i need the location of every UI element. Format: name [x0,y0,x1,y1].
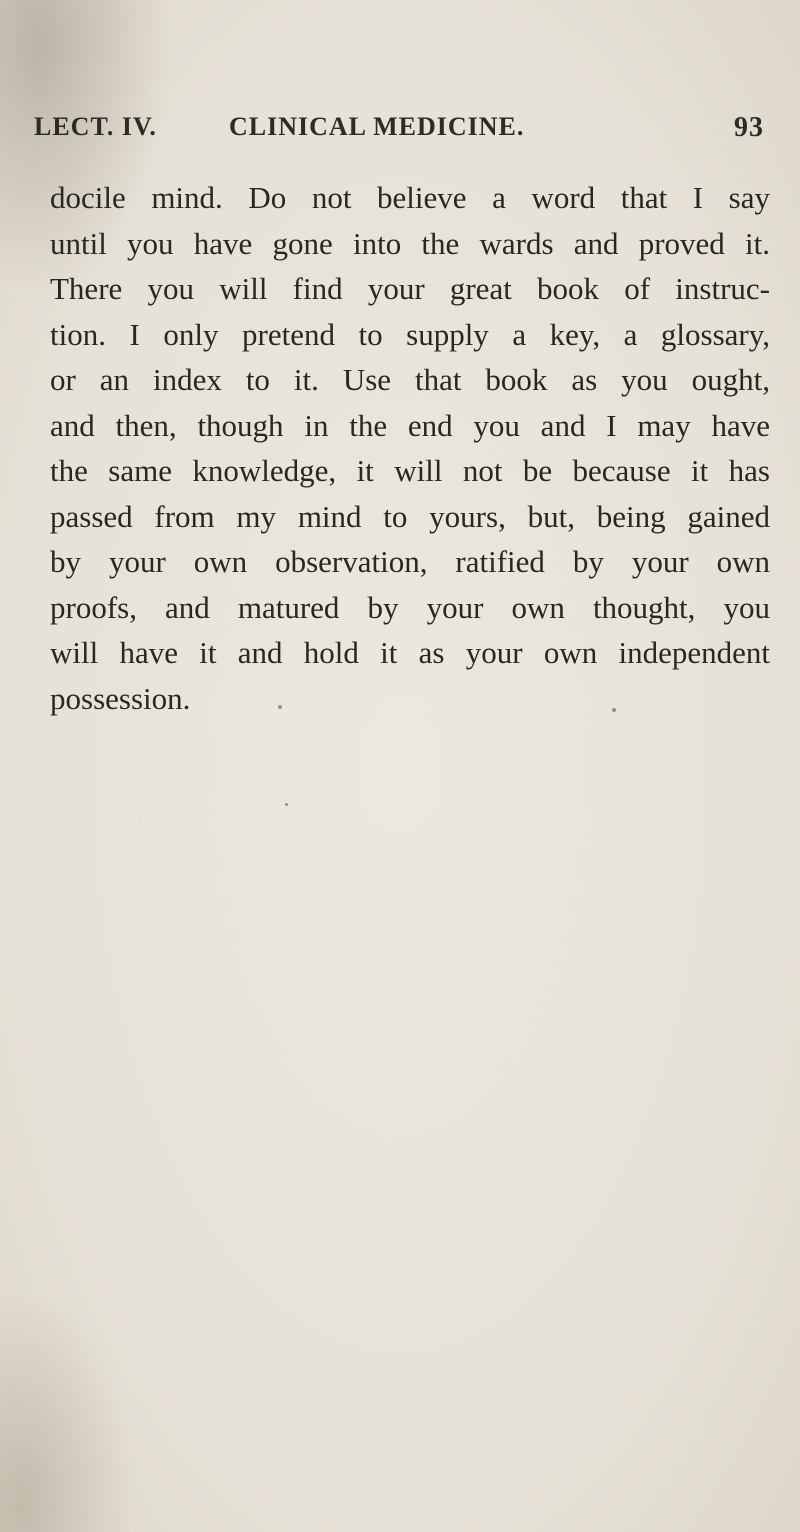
text-line: possession. [50,680,191,716]
text-line: and then, though in the end you and I may have [50,407,770,443]
text-line: docile mind. Do not believe a word that I say [50,180,770,215]
text-line: until you have gone into the wards and proved it. [50,225,770,261]
text-line: passed from my mind to yours, but, being gained [50,498,770,534]
page-number: 93 [734,112,764,143]
paper-speck [285,803,288,806]
lecture-number: LECT. IV. [34,112,157,141]
text-line: or an index to it. Use that book as you ought, [50,362,770,397]
running-title: CLINICAL MEDICINE. [229,112,525,141]
text-line: tion. I only pretend to supply a key, a glossary, [50,316,770,352]
text-line: by your own observation, ratified by your own [50,544,770,579]
paper-speck [278,705,282,709]
text-line: proofs, and matured by your own thought, you [50,589,770,625]
paper-speck [612,708,616,712]
text-line: will have it and hold it as your own independent [50,635,770,670]
text-line: the same knowledge, it will not be because it has [50,453,770,488]
text-line: There you will find your great book of instruc- [50,271,770,306]
running-head [34,112,764,152]
body-paragraph [50,175,770,721]
